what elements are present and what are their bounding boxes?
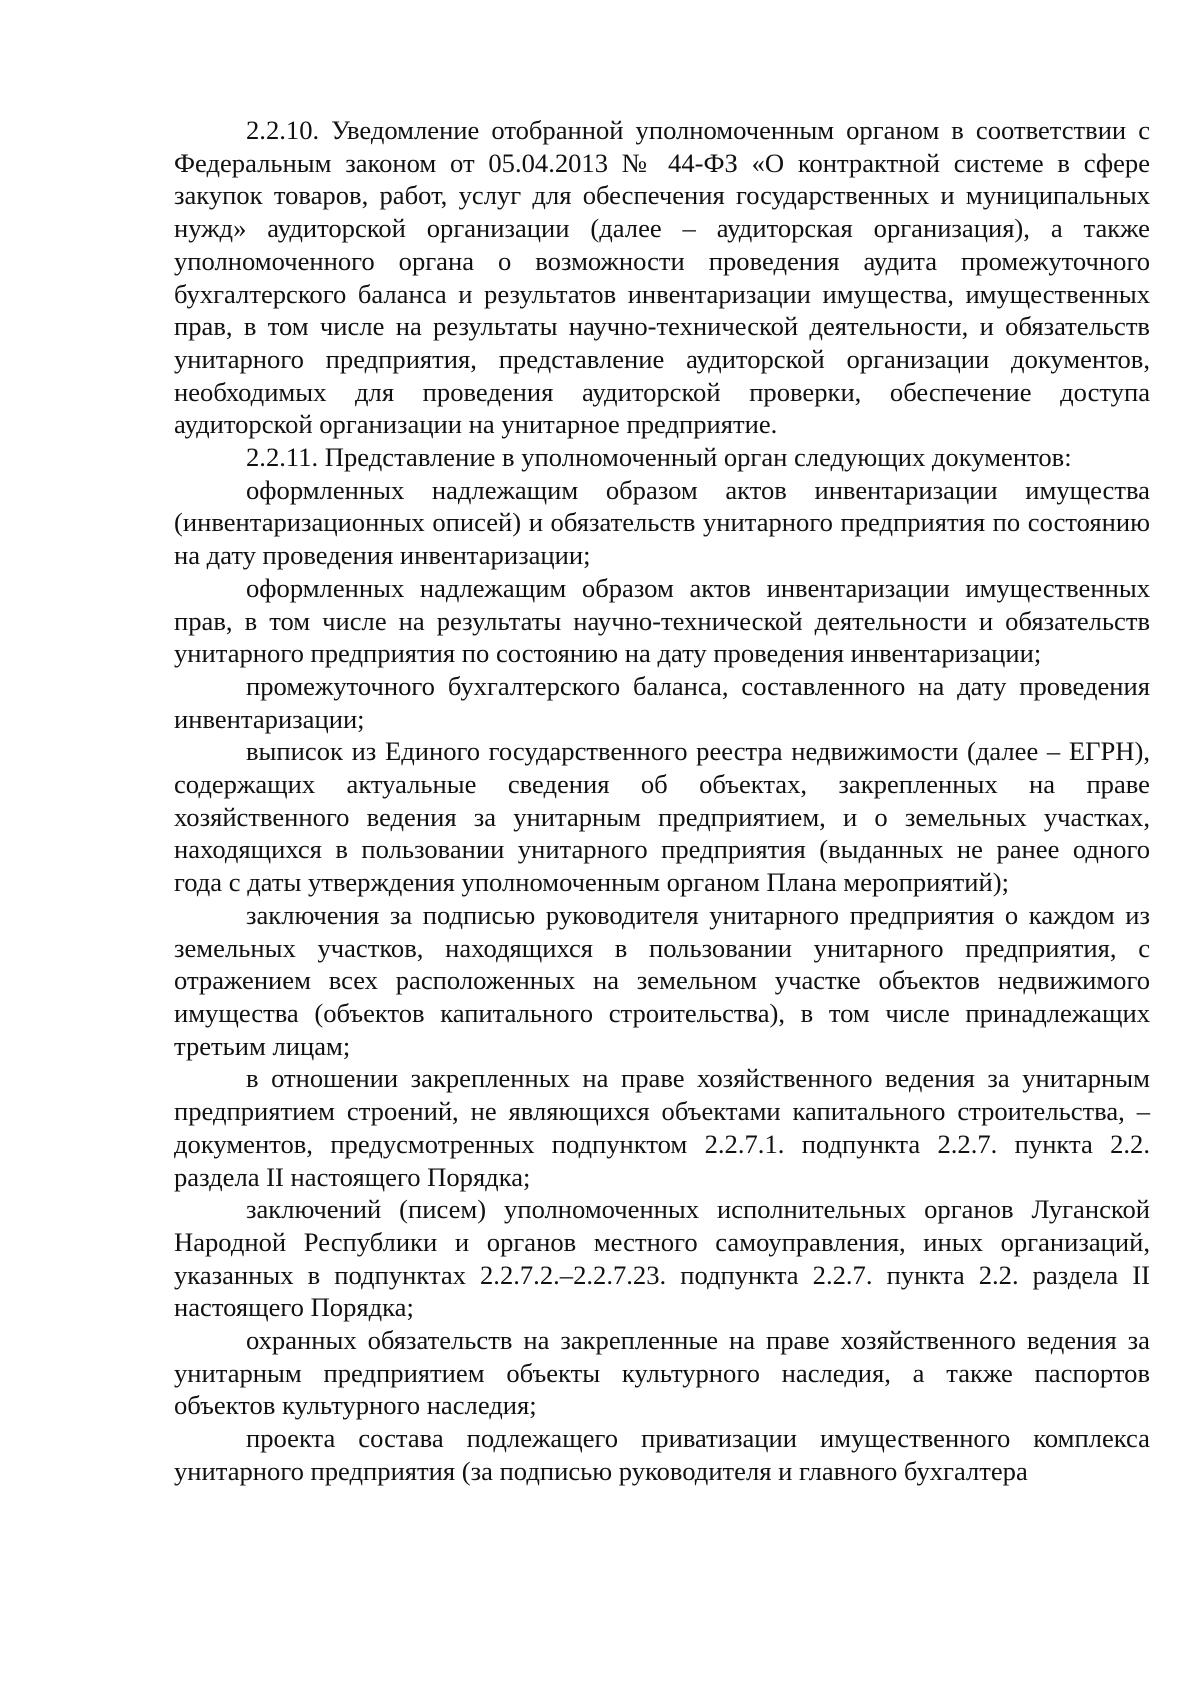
paragraph-2-2-11: 2.2.11. Представление в уполномоченный орган следующих документов: bbox=[246, 442, 1072, 473]
list-item-egrn-extracts: выписок из Единого государственного реестра недвижимости (далее – ЕГРН), содержащих актуальные сведения об объектах, закрепленных на праве хозяйственного ведения за унитарным предприятием, и о земельных участках, находящихся в пользовании унитарного предприятия (выданных не ранее одного года с даты утверждения уполномоченным органом Плана мероприятий); bbox=[174, 736, 1150, 898]
list-item-heritage-obligations: охранных обязательств на закрепленные на праве хозяйственного ведения за унитарным предприятием объекты культурного наследия, а также паспортов объектов культурного наследия; bbox=[174, 1325, 1150, 1421]
document-page bbox=[174, 114, 1150, 1488]
paragraph-2-2-10: 2.2.10. Уведомление отобранной уполномоченным органом в соответствии с Федеральным законом от 05.04.2013 № 44-ФЗ «О контрактной системе в сфере закупок товаров, работ, услуг для обеспечения государственных и муниципальных нужд» аудиторской организации (далее – аудиторская организация), а также уполномоченного органа о возможности проведения аудита промежуточного бухгалтерского баланса и результатов инвентаризации имущества, имущественных прав, в том числе на результаты научно-технической деятельности, и обязательств унитарного предприятия, представление аудиторской организации документов, необходимых для проведения аудиторской проверки, обеспечение доступа аудиторской организации на унитарное предприятие. bbox=[174, 115, 1150, 440]
list-item-authority-letters: заключений (писем) уполномоченных исполнительных органов Луганской Народной Республики и органов местного самоуправления, иных организаций, указанных в подпунктах 2.2.7.2.–2.2.7.23. подпункта 2.2.7. пункта 2.2. раздела II настоящего Порядка; bbox=[174, 1194, 1150, 1323]
list-item-property-complex-draft: проекта состава подлежащего приватизации имущественного комплекса унитарного предприятия (за подписью руководителя и главного бухгалтера bbox=[174, 1423, 1150, 1486]
list-item-land-plot-conclusions: заключения за подписью руководителя унитарного предприятия о каждом из земельных участков, находящихся в пользовании унитарного предприятия, с отражением всех расположенных на земельном участке объектов недвижимого имущества (объектов капитального строительства), в том числе принадлежащих третьим лицам; bbox=[174, 899, 1150, 1061]
list-item-inventory-acts: оформленных надлежащим образом актов инвентаризации имущества (инвентаризационных описей) и обязательств унитарного предприятия по состоянию на дату проведения инвентаризации; bbox=[174, 474, 1150, 571]
list-item-non-capital-structures: в отношении закрепленных на праве хозяйственного ведения за унитарным предприятием строений, не являющихся объектами капитального строительства, – документов, предусмотренных подпунктом 2.2.7.1. подпункта 2.2.7. пункта 2.2. раздела II настоящего Порядка; bbox=[174, 1063, 1150, 1192]
list-item-interim-balance: промежуточного бухгалтерского баланса, составленного на дату проведения инвентаризации; bbox=[174, 670, 1150, 734]
list-item-property-rights-acts: оформленных надлежащим образом актов инвентаризации имущественных прав, в том числе на результаты научно-технической деятельности и обязательств унитарного предприятия по состоянию на дату проведения инвентаризации; bbox=[174, 572, 1150, 669]
